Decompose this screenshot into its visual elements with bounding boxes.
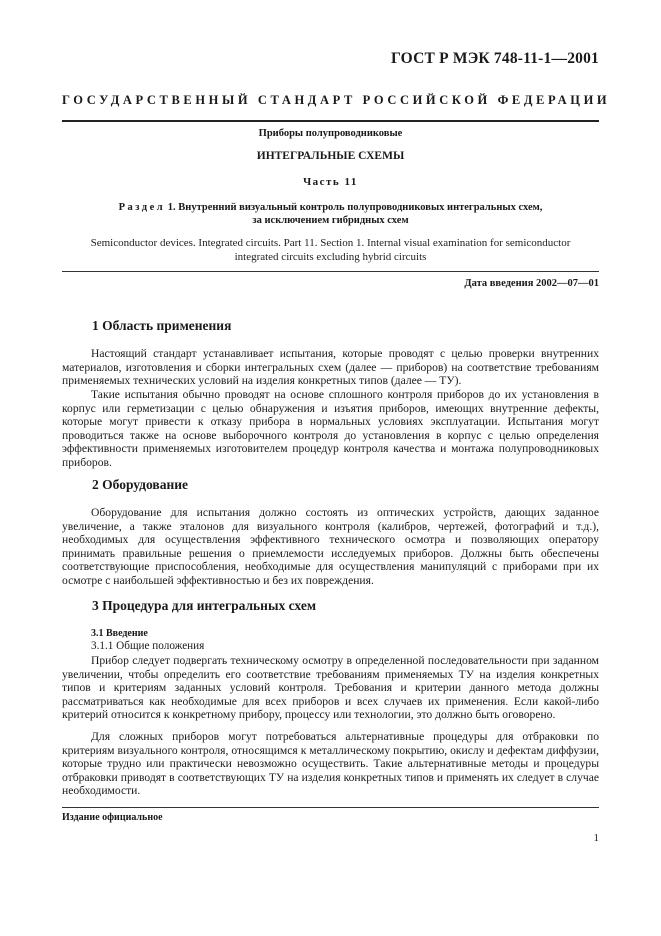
english-title-line1: Semiconductor devices. Integrated circuits. Part 11. Section 1. Internal visual examination for semiconductor: [90, 237, 571, 249]
subsection-3-1-heading: 3.1 Введение: [91, 628, 148, 639]
english-title: [62, 236, 599, 264]
title-divider: [62, 271, 599, 272]
section-3-heading: 3 Процедура для интегральных схем: [92, 598, 317, 613]
subsection-3-1-1-heading: 3.1.1 Общие положения: [91, 640, 205, 652]
section-2-paragraph-1: Оборудование для испытания должно состоять из оптических устройств, дающих заданное увеличение, а также эталонов для визуального контроля (калибров, чертежей, фотографий и т.д.), необходимых для осуществления эффективного технического осмотра и позволяющих оператору принимать правильные решения о приемлемости исследуемых приборов. Должны быть обеспечены соответствующие приспособления, необходимые для осуществления манипуляций с приборами при их осмотре с наибольшей эффективностью и без их повреждения.: [62, 506, 599, 587]
footer-divider: [62, 807, 599, 808]
part-label: Часть 11: [303, 176, 358, 188]
section-1-heading: 1 Область применения: [92, 318, 232, 333]
subject-line: Приборы полупроводниковые: [258, 128, 403, 139]
section-title-line2: за исключением гибридных схем: [252, 215, 409, 226]
introduction-date: Дата введения 2002—07—01: [464, 278, 599, 289]
section-1-paragraph-1: Настоящий стандарт устанавливает испытания, которые проводят с целью проверки внутренних материалов, изготовления и сборки интегральных схем (далее — приборов) на соответствие требованиям применяемых технических условий на изделия конкретных типов (далее — ТУ).: [62, 347, 599, 388]
page-number: 1: [593, 832, 599, 844]
edition-label: Издание официальное: [62, 812, 163, 823]
header-divider: [62, 120, 599, 122]
section-2-heading: 2 Оборудование: [92, 477, 189, 492]
section-1-paragraph-2: Такие испытания обычно проводят на основе сплошного контроля приборов до их установления в корпус или герметизации с целью обнаружения и изъятия приборов, имеющих внутренние дефекты, которые могут привести к отказу прибора в нормальных условиях эксплуатации. Испытания могут проводиться также на основе выборочного контроля до установления в корпус с целью определения эффективности применяемых изготовителем процедур контроля качества и монтажа полупроводниковых приборов.: [62, 388, 599, 469]
document-number: ГОСТ Р МЭК 748-11-1—2001: [391, 50, 599, 67]
section-3-paragraph-1: Прибор следует подвергать техническому осмотру в определенной последовательности при заданном увеличении, чтобы определить его соответствие требованиям применяемых ТУ на изделия конкретных типов и критериям заданных условий контроля. Требования и критерии данного метода должны рассматриваться как необходимые для всех приборов и всех случаев их применения. Если какой-либо критерий относится к конкретному прибору, процессу или технологии, это должно быть оговорено.: [62, 654, 599, 722]
english-title-line2: integrated circuits excluding hybrid circuits: [234, 251, 427, 263]
section-title-line1: 1. Внутренний визуальный контроль полупроводниковых интегральных схем,: [167, 202, 543, 213]
section-label: Раздел: [118, 202, 166, 213]
document-title: ИНТЕГРАЛЬНЫЕ СХЕМЫ: [256, 150, 405, 162]
standard-header: ГОСУДАРСТВЕННЫЙ СТАНДАРТ РОССИЙСКОЙ ФЕДЕРАЦИИ: [62, 93, 611, 107]
section-title: [62, 201, 599, 227]
section-3-paragraph-2: Для сложных приборов могут потребоваться альтернативные процедуры для отбраковки по критериям визуального контроля, относящимся к металлическому покрытию, окислу и дефектам диффузии, которые трудно или практически невозможно осуществить. Такие альтернативные методы и процедуры отбраковки приводят в соответствующих ТУ на изделия конкретных типов и применять их следует в случае необходимости.: [62, 730, 599, 798]
